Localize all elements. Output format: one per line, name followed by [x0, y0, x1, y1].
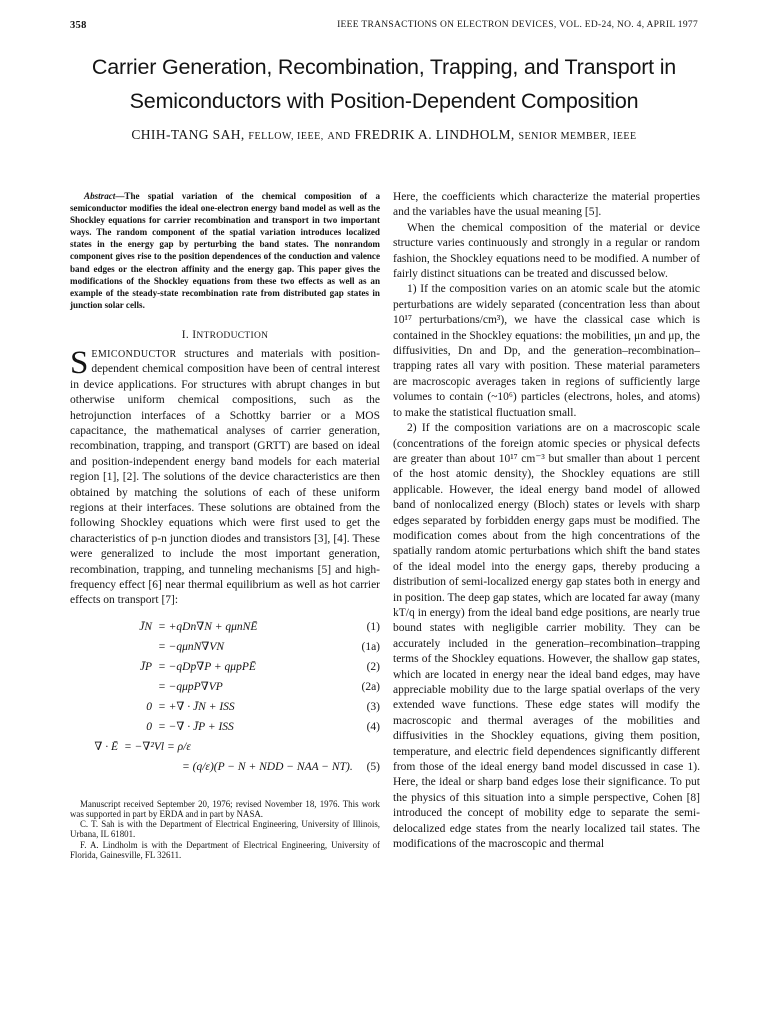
- paragraph-case-1: 1) If the composition varies on an atomic scale but the atomic perturbations are widely separated (concentration less than about 10¹⁷ perturbations/cm³), we have the classical case which is contained in the Shockley equations: the mobilities, μn and μp, the diffusivities, Dn and Dp, and the generation–recombination–trapping rates all vary with position. These material parameters are macroscopic averages taken in regions of sufficiently large volumes to contain (~10⁶) particles (electrons, holes, and atoms) to make the statistical fluctuation small.: [393, 283, 700, 419]
- page-number: 358: [70, 20, 87, 31]
- equation-number: (5): [366, 760, 380, 773]
- equation-rhs: = −qDp∇P + qμpPĒ: [158, 660, 256, 673]
- equation-number: (3): [366, 700, 380, 713]
- paper-title: [60, 50, 708, 118]
- author-1-role: FELLOW, IEEE,: [248, 131, 324, 142]
- equation-lhs: J̄N: [139, 620, 152, 633]
- right-column: [393, 190, 700, 852]
- equation-row: [70, 637, 380, 657]
- equation-rhs: = +∇ · J̄N + ISS: [158, 700, 235, 713]
- author-2-name: FREDRIK A. LINDHOLM,: [354, 127, 515, 142]
- equation-row: [70, 617, 380, 637]
- equation-block: [70, 617, 380, 777]
- equation-row: [70, 657, 380, 677]
- equation-lhs: 0: [146, 720, 152, 733]
- equation-row: [70, 697, 380, 717]
- author-and: AND: [327, 131, 351, 142]
- footnotes: [70, 799, 380, 860]
- equation-row: [70, 737, 380, 757]
- title-line-2: Semiconductors with Position-Dependent Composition: [129, 89, 639, 113]
- section-number: I.: [181, 328, 190, 341]
- equation-rhs: = (q/ε)(P − N + NDD − NAA − NT).: [182, 760, 353, 773]
- equation-lhs: ∇ · Ē: [94, 740, 118, 753]
- author-1-name: CHIH-TANG SAH,: [131, 127, 245, 142]
- author-2-role: SENIOR MEMBER, IEEE: [518, 131, 637, 142]
- author-line: [60, 127, 708, 143]
- equation-row: [70, 717, 380, 737]
- running-head: [70, 20, 698, 36]
- equation-rhs: = −qμnN∇VN: [158, 640, 225, 653]
- equation-rhs: = +qDn∇N + qμnNĒ: [158, 620, 258, 633]
- equation-number: (2a): [361, 680, 380, 693]
- equation-rhs: = −qμpP∇VP: [158, 680, 223, 693]
- abstract-text: —The spatial variation of the chemical composition of a semiconductor modifies the ideal one-electron energy band model as well as the Shockley equations for carrier recombination and transport in two important ways. The random component of the spatial variation introduces localized states in the energy gap by perturbing the band states. The nonrandom component gives rise to the position dependences of the conduction and valence band edges or the electron affinity and the energy gap. This paper gives the modifications of the Shockley equations from these two effects as well as an example of the steady-state recombination rate from distributed gap states in junction solar cells.: [70, 191, 380, 310]
- abstract: [70, 190, 380, 311]
- footnote-sah: C. T. Sah is with the Department of Electrical Engineering, University of Illinois, Urbana, IL 61801.: [70, 819, 380, 840]
- equation-rhs: = −∇²Vl = ρ/ε: [124, 740, 191, 753]
- equation-row: [70, 757, 380, 777]
- journal-name: IEEE TRANSACTIONS ON ELECTRON DEVICES, VOL. ED-24, NO. 4, APRIL 1977: [337, 20, 698, 30]
- section-title-cap: I: [192, 328, 197, 341]
- footnote-lindholm: F. A. Lindholm is with the Department of Electrical Engineering, University of Florida, Gainesville, FL 32611.: [70, 839, 380, 860]
- equation-number: (1a): [361, 640, 380, 653]
- section-heading-introduction: [70, 329, 380, 341]
- intro-paragraph: [70, 344, 380, 609]
- equation-lhs: J̄P: [139, 660, 152, 673]
- equation-rhs: = −∇ · J̄P + ISS: [158, 720, 234, 733]
- drop-cap: S: [70, 344, 89, 381]
- title-line-1: Carrier Generation, Recombination, Trapping, and Transport in: [91, 55, 677, 79]
- equation-number: (2): [366, 660, 380, 673]
- intro-lead-caps: EMICONDUCTOR: [91, 348, 177, 360]
- footnote-received: Manuscript received September 20, 1976; revised November 18, 1976. This work was supported in part by ERDA and in part by NASA.: [70, 798, 380, 820]
- abstract-lead: Abstract: [84, 191, 116, 201]
- equation-number: (1): [366, 620, 380, 633]
- paragraph-case-2: 2) If the composition variations are on a macroscopic scale (concentrations of the foreign atomic species or physical defects are greater than about 10¹⁷ cm⁻³ but smaller than about 1 percent of the host atomic density), the Shockley equations are still applicable. However, the ideal energy band model of allowed band of nonlocalized energy (Bloch) states or levels with sharp edges separated by forbidden energy gaps must be modified. The modification comes about from the high concentrations of the spatially random atomic perturbations which shift the band states of the ideal model into the energy gaps, thereby producing a distribution of semi-localized energy gap states both in energy and in position. The deep gap states, which are located far away (many kT/q in energy) from the ideal band edge positions, are nearly true bound states with negligible carrier mobility. They can be accurately included in the generation–recombination–trapping terms of the Shockley equations. However, the shallow gap states, which are located in energy near the ideal band edges, may have appreciable mobility due to the large spatial overlaps of the very extended wave functions. These edge states will modify the macroscopic and thermal averages of the mobilities and diffusivities in the Shockley equations, giving them position, temperature, and electric field dependences significantly different from those of the ideal energy band model discussed in case 1). Here, the ideal or sharp band edges lose their significance. To put the physics of this situation into a simple perspective, Cohen [8] introduced the concept of mobility edge to separate the semi-delocalized edge states from the nearly localized tail states. The modifications of the macroscopic and thermal: [393, 422, 700, 851]
- left-column: [70, 190, 380, 860]
- paragraph-coefficients: Here, the coefficients which characterize the material properties and the variables have the usual meaning [5].: [393, 191, 700, 219]
- intro-text: structures and materials with position-dependent chemical composition have been of central interest in device applications. For structures with abrupt changes in but otherwise uniform chemical compositions, such as the hetrojunction interfaces of a Schottky barrier or a MOS capacitance, the mathematical analyses of carrier generation, recombination, trapping, and transport (GRTT) are based on ideal and position-independent energy band models for each material region [1], [2]. The solutions of the device characteristics are then obtained by matching the solutions of each of these uniform regions at their interfaces. These solutions are obtained from the following Shockley equations which were first used to get the characteristics of p-n junction diodes and transistors [3], [4]. These were generalized to include the most important generation, recombination, trapping, and tunneling mechanisms [5] and high-frequency effect [6] near thermal equilibrium as well as hot carrier effects on transport [7]:: [70, 347, 380, 607]
- section-title-rest: NTRODUCTION: [196, 330, 269, 341]
- equation-row: [70, 677, 380, 697]
- paragraph-composition-varies: When the chemical composition of the material or device structure varies continuously and strongly in a regular or random fashion, the Shockley equations need to be modified. A number of fairly distinct situations can be treated and discussed below.: [393, 221, 700, 281]
- equation-lhs: 0: [146, 700, 152, 713]
- equation-number: (4): [366, 720, 380, 733]
